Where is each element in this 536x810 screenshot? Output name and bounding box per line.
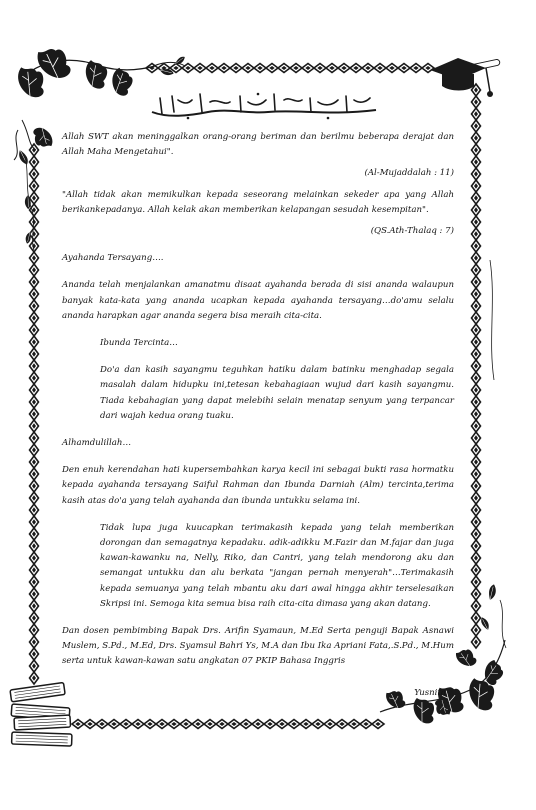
author-signature: Yusnita xyxy=(414,687,446,698)
verse-reference-1: (Al-Mujaddalah : 11) xyxy=(364,168,454,179)
basmala-calligraphy-icon xyxy=(148,90,380,124)
right-chain xyxy=(472,84,481,648)
graduation-cap-icon xyxy=(430,58,500,97)
right-vine-icon xyxy=(480,260,498,631)
greeting-mother: Ibunda Tercinta… xyxy=(100,338,178,349)
dedication-text xyxy=(62,130,454,701)
paragraph-lecturers: Dan dosen pembimbing Bapak Drs. Arifin Syamaun, M.Ed Serta penguji Bapak Asnawi Muslem, S.Pd., M.Ed, Drs. Syamsul Bahri Ys, M.A dan Ibu Ika Apriani Fata,.S.Pd., M.Hum serta untuk kawan-kawan satu angkatan 07 PKIP Bahasa Inggris xyxy=(62,626,454,667)
paragraph-father: Ananda telah menjalankan amanatmu disaat ayahanda berada di sisi ananda walaupun banyak kata-kata yang ananda ucapkan kepada ayahanda tersayang…do'amu selalu ananda harapkan agar ananda segera bisa meraih cita-cita. xyxy=(62,280,454,321)
paragraph-mother: Do'a dan kasih sayangmu teguhkan hatiku dalam batinku menghadap segala masalah dalam hidupku ini,tetesan kebahagiaan wujud dari kasih sayangmu. Tiada kebahagian yang dapat melebihi selain menatap senyum yang terpancar dari wajah kedua orang tuaku. xyxy=(100,365,454,421)
bottom-chain xyxy=(72,720,384,729)
verse-reference-2: (QS.Ath-Thalaq : 7) xyxy=(370,226,454,237)
paragraph-thanks: Tidak lupa juga kuucapkan terimakasih kepada yang telah memberikan dorongan dan semagatnya kepadaku. adik-adikku M.Fazir dan M.fajar dan juga kawan-kawanku na, Nelly, Riko, dan Cantri, yang telah mendorong aku dan semangat untukku dan alu berkata "jangan pernah menyerah"…Terimakasih kepada semuanya yang telah mbantu aku dari awal hingga akhir terselesaikan Skripsi ini. Semoga kita semua bisa raih cita-cita dimasa yang akan datang. xyxy=(100,522,454,609)
paragraph-dedication: Den enuh kerendahan hati kupersembahkan karya kecil ini sebagai bukti rasa hormatku kepada ayahanda tersayang Saiful Rahman dan Ibunda Darniah (Alm) tercinta,terima kasih atas do'a yang telah ayahanda dan ibunda untukku selama ini. xyxy=(62,465,454,506)
greeting-father: Ayahanda Tersayang…. xyxy=(62,253,164,264)
quran-verse-2: "Allah tidak akan memikulkan kepada seseorang melainkan sekeder apa yang Allah berikankepadanya. Allah kelak akan memberikan kelapangan sesudah kesempitan". xyxy=(62,189,454,215)
quran-verse-1: Allah SWT akan meninggalkan orang-orang beriman dan berilmu beberapa derajat dan Allah Maha Mengetahui". xyxy=(62,132,454,158)
alhamdulillah-line: Alhamdulillah… xyxy=(62,438,132,449)
left-chain xyxy=(30,144,39,684)
top-chain xyxy=(146,64,434,73)
